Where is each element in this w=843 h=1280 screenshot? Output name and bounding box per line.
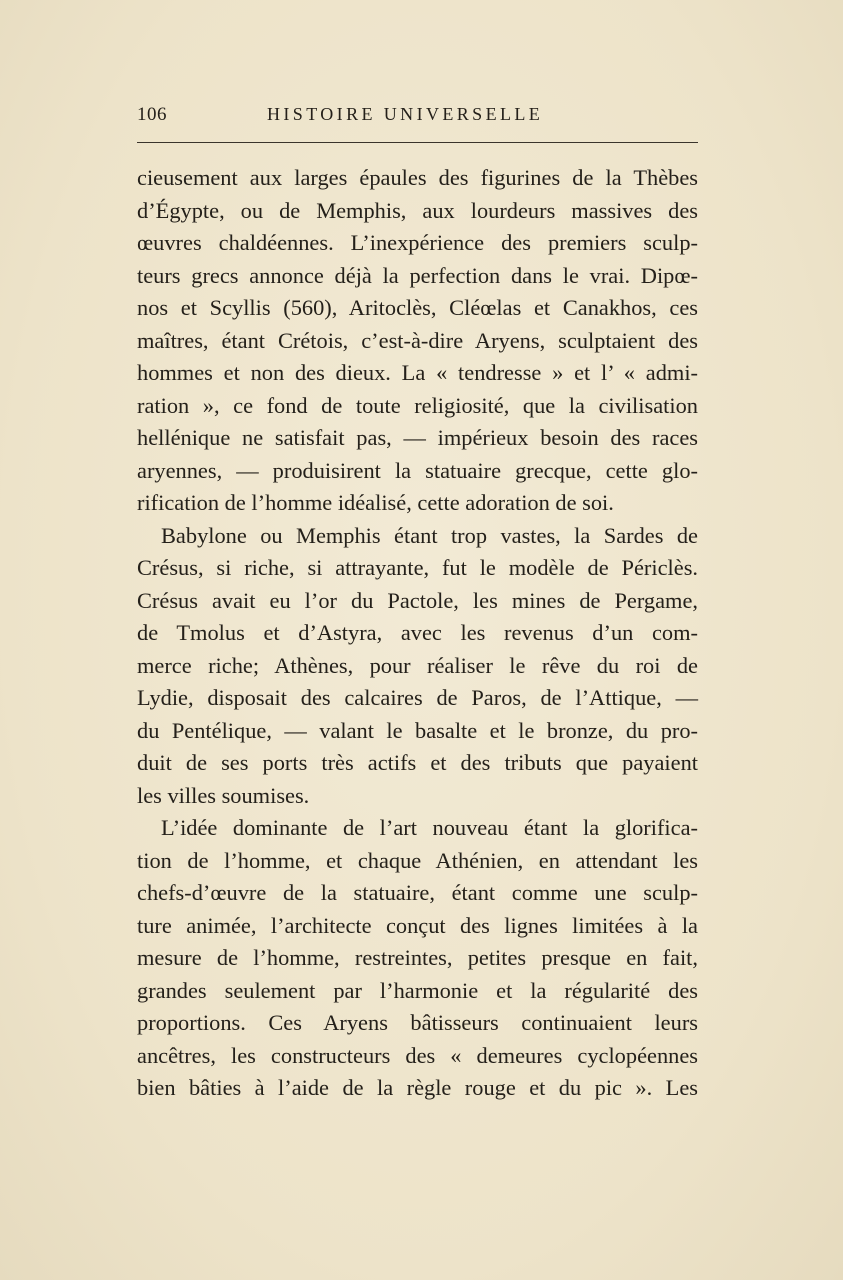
text-line: L’idée dominante de l’art nouveau étant la glorifica-: [161, 815, 698, 840]
text-line: tion de l’homme, et chaque Athénien, en attendant les: [137, 847, 698, 873]
text-line: grandes seulement par l’harmonie et la régularité des: [137, 977, 698, 1003]
text-line: œuvres chaldéennes. L’inexpérience des premiers sculp-: [137, 230, 698, 255]
text-line: ture animée, l’architecte conçut des lignes limitées à la: [137, 912, 698, 938]
text-line: ration », ce fond de toute religiosité, que la civilisation: [137, 392, 698, 418]
text-line: les villes soumises.: [137, 782, 310, 808]
text-line: du Pentélique, — valant le basalte et le bronze, du pro-: [137, 717, 698, 743]
text-line: cieusement aux larges épaules des figurines de la Thèbes: [137, 165, 698, 190]
text-line: chefs-d’œuvre de la statuaire, étant comme une sculp-: [137, 880, 698, 905]
text-line: maîtres, étant Crétois, c’est-à-dire Aryens, sculptaient des: [137, 327, 698, 353]
text-line: Babylone ou Memphis étant trop vastes, la Sardes de: [161, 522, 698, 548]
text-line: duit de ses ports très actifs et des tributs que payaient: [137, 750, 698, 775]
text-line: hellénique ne satisfait pas, — impérieux besoin des races: [137, 425, 698, 450]
text-line: nos et Scyllis (560), Aritoclès, Cléœlas et Canakhos, ces: [137, 295, 698, 320]
body-text: [137, 162, 698, 1105]
text-line: d’Égypte, ou de Memphis, aux lourdeurs massives des: [137, 197, 698, 223]
header-rule: [137, 142, 698, 143]
text-line: ancêtres, les constructeurs des « demeures cyclopéennes: [137, 1042, 698, 1068]
text-line: Lydie, disposait des calcaires de Paros, de l’Attique, —: [137, 685, 698, 710]
text-line: Crésus, si riche, si attrayante, fut le modèle de Périclès.: [137, 555, 698, 580]
text-line: hommes et non des dieux. La « tendresse » et l’ « admi-: [137, 360, 698, 385]
text-line: de Tmolus et d’Astyra, avec les revenus d’un com-: [137, 620, 698, 645]
text-line: merce riche; Athènes, pour réaliser le rêve du roi de: [137, 652, 698, 678]
text-line: aryennes, — produisirent la statuaire grecque, cette glo-: [137, 457, 698, 483]
running-head: [137, 104, 697, 128]
text-line: mesure de l’homme, restreintes, petites presque en fait,: [137, 945, 698, 970]
text-line: rification de l’homme idéalisé, cette adoration de soi.: [137, 490, 614, 515]
text-line: teurs grecs annonce déjà la perfection dans le vrai. Dipœ-: [137, 262, 698, 288]
text-line: bien bâties à l’aide de la règle rouge et du pic ». Les: [137, 1075, 698, 1100]
text-line: proportions. Ces Aryens bâtisseurs continuaient leurs: [137, 1010, 698, 1035]
text-line: Crésus avait eu l’or du Pactole, les mines de Pergame,: [137, 587, 698, 613]
running-title: HISTOIRE UNIVERSELLE: [267, 104, 544, 124]
page-number: 106: [137, 104, 167, 125]
